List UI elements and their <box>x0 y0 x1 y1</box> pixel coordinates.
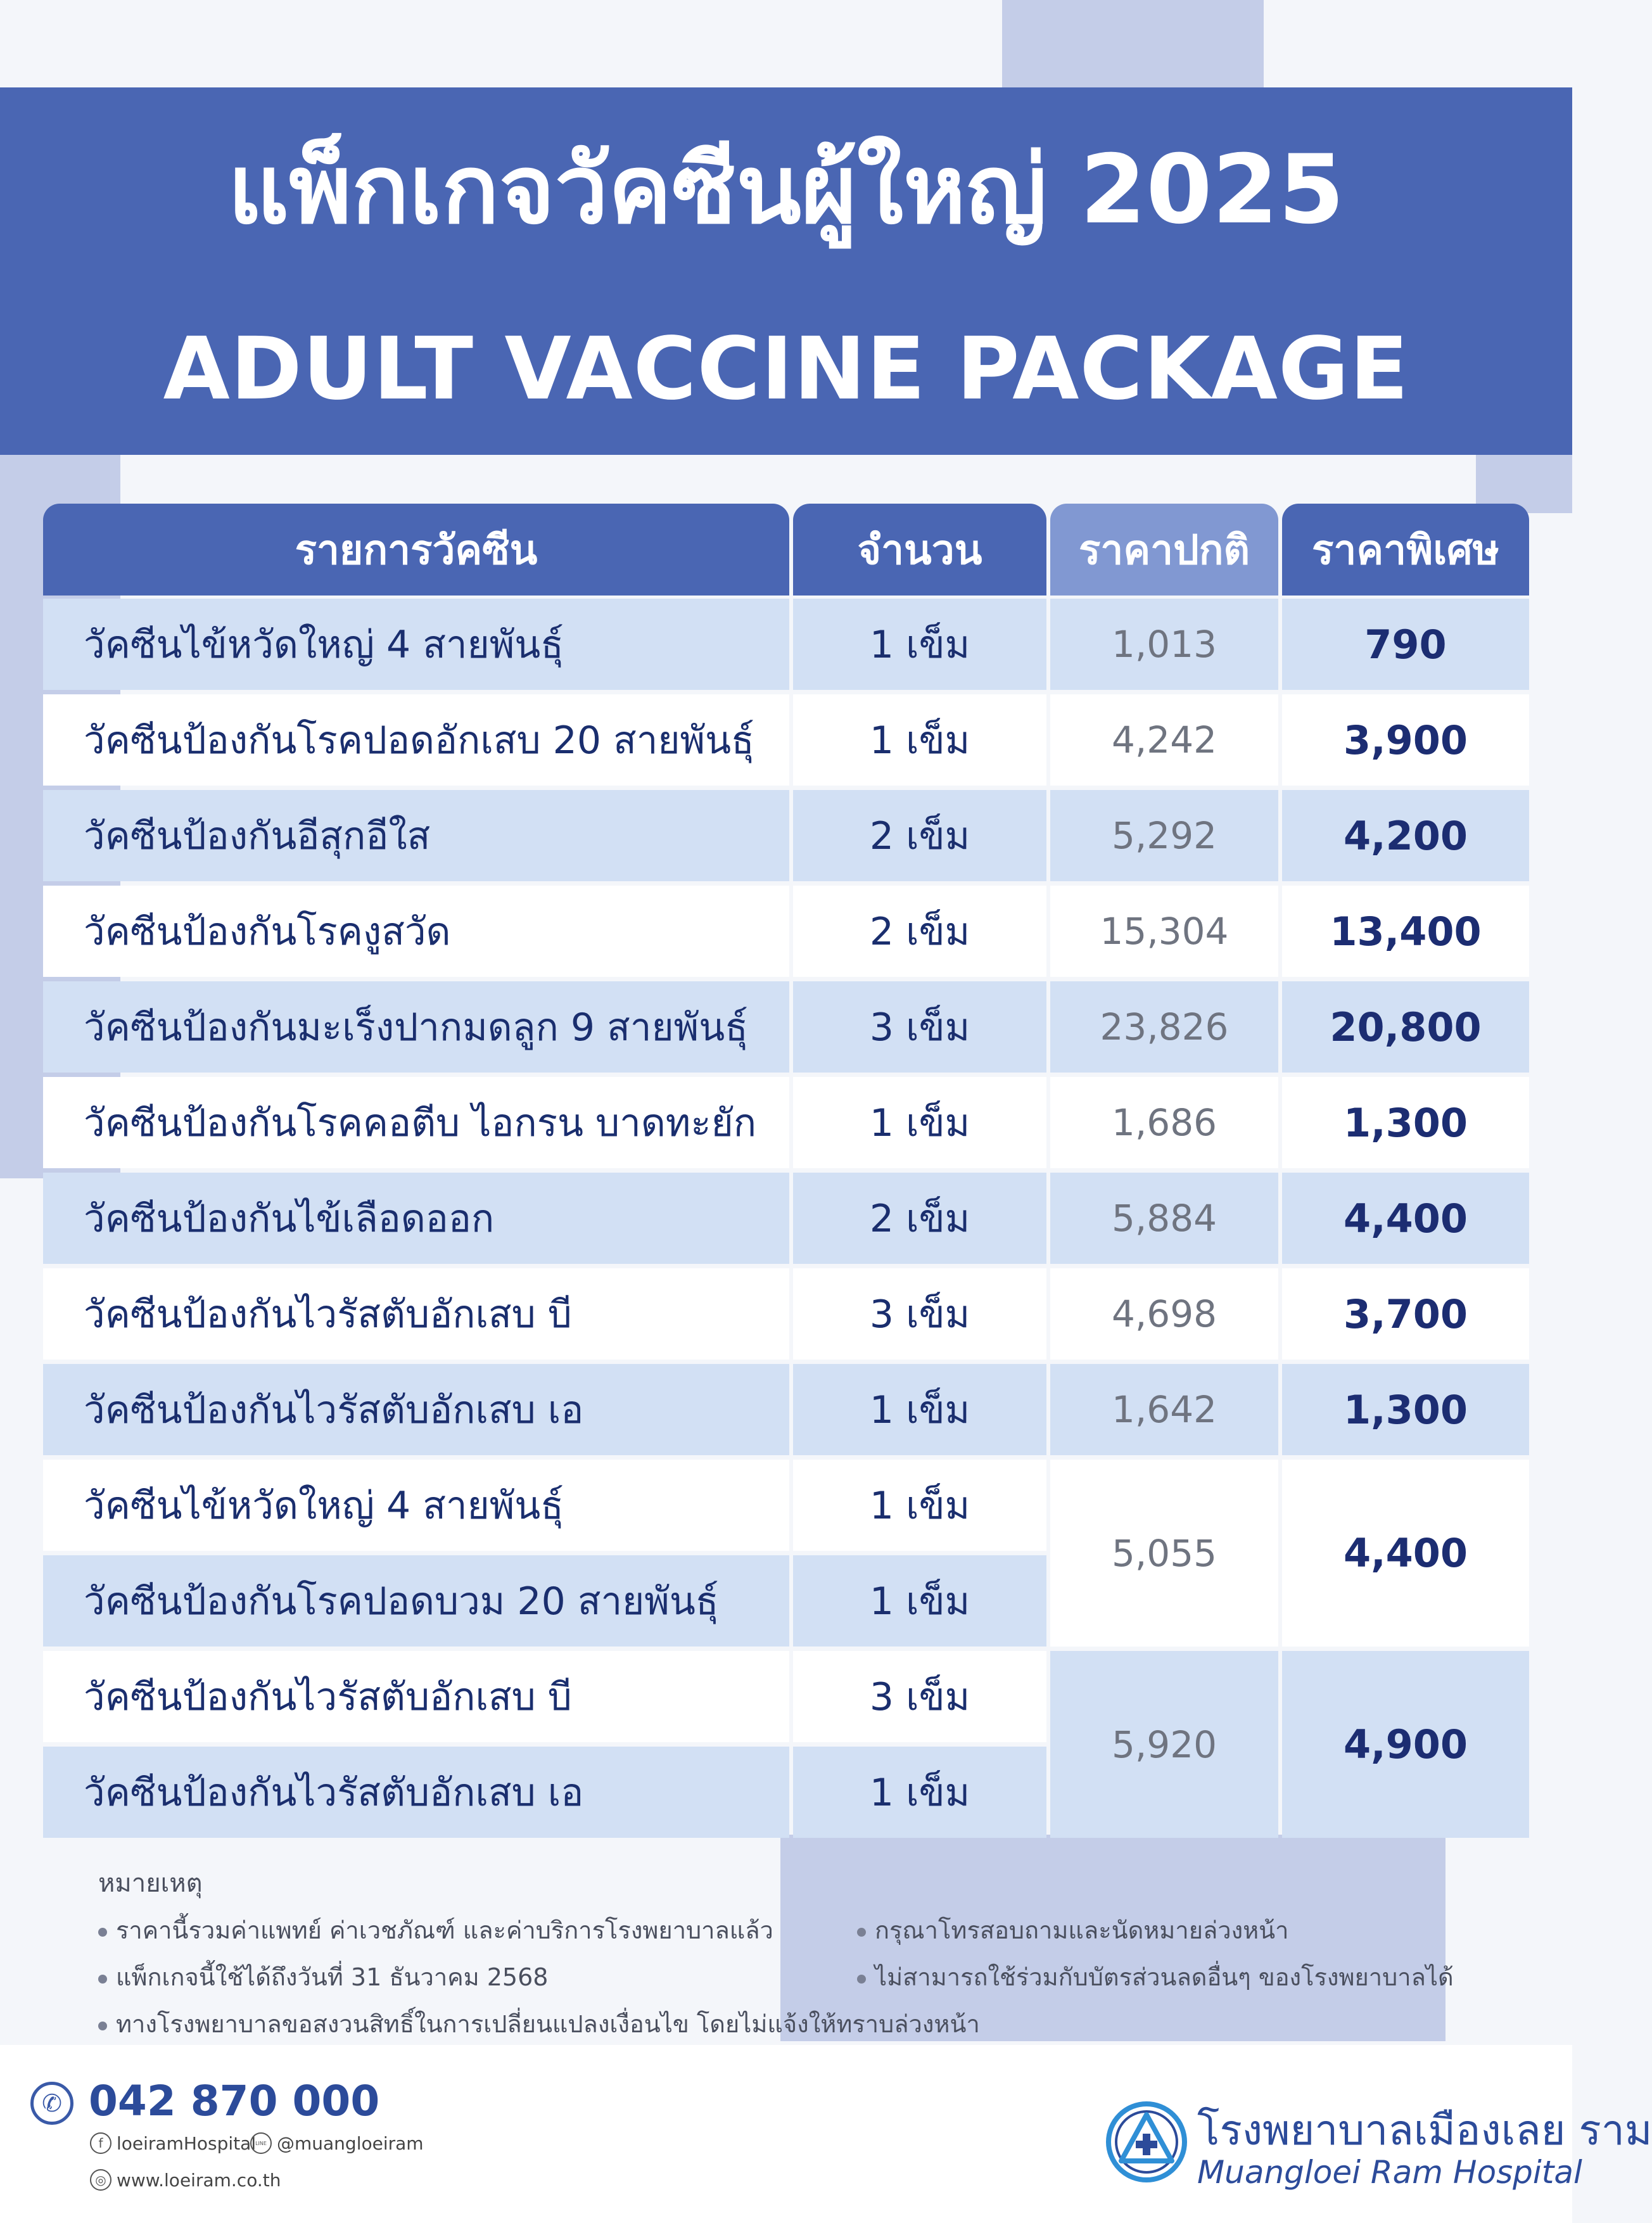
dose-count: 1 เข็ม <box>793 1364 1046 1455</box>
vaccine-name: วัคซีนป้องกันไวรัสตับอักเสบ เอ <box>43 1747 789 1838</box>
vaccine-name: วัคซีนไข้หวัดใหญ่ 4 สายพันธุ์ <box>43 599 789 690</box>
dose-count: 1 เข็ม <box>793 1555 1046 1647</box>
table-row <box>43 1555 1046 1647</box>
column-header-vaccine-list: รายการวัคซีน <box>43 504 789 596</box>
column-header-normal-price: ราคาปกติ <box>1050 504 1278 596</box>
note-text: แพ็กเกจนี้ใช้ได้ถึงวันที่ 31 ธันวาคม 2568 <box>116 1963 549 1991</box>
table-row <box>43 1077 1529 1168</box>
vaccine-name: วัคซีนป้องกันมะเร็งปากมดลูก 9 สายพันธุ์ <box>43 981 789 1073</box>
globe-icon: ◎ <box>90 2169 111 2191</box>
vaccine-name: วัคซีนป้องกันไวรัสตับอักเสบ บี <box>43 1268 789 1360</box>
note-text: กรุณาโทรสอบถามและนัดหมายล่วงหน้า <box>875 1916 1289 1944</box>
combo-normal-price: 5,055 <box>1050 1460 1278 1647</box>
special-price: 13,400 <box>1282 886 1529 977</box>
bullet-icon <box>857 1975 866 1984</box>
special-price: 1,300 <box>1282 1077 1529 1168</box>
vaccine-name: วัคซีนป้องกันไวรัสตับอักเสบ บี <box>43 1651 789 1742</box>
hospital-logo-icon <box>1105 2101 1188 2183</box>
facebook-icon: f <box>90 2132 111 2154</box>
note-item <box>857 1911 1289 1949</box>
phone-number[interactable]: 042 870 000 <box>89 2077 380 2125</box>
vaccine-name: วัคซีนป้องกันโรคปอดบวม 20 สายพันธุ์ <box>43 1555 789 1647</box>
website-url: www.loeiram.co.th <box>117 2169 281 2191</box>
bullet-icon <box>98 1975 107 1984</box>
note-item <box>857 1958 1454 1996</box>
table-row <box>43 981 1529 1073</box>
vaccine-name: วัคซีนป้องกันโรคปอดอักเสบ 20 สายพันธุ์ <box>43 694 789 786</box>
normal-price: 4,242 <box>1050 694 1278 786</box>
table-row <box>43 694 1529 786</box>
special-price: 1,300 <box>1282 1364 1529 1455</box>
special-price: 20,800 <box>1282 981 1529 1073</box>
notes-title: หมายเหตุ <box>98 1869 203 1898</box>
normal-price: 1,686 <box>1050 1077 1278 1168</box>
website-link[interactable] <box>90 2169 281 2191</box>
page-title-english: ADULT VACCINE PACKAGE <box>163 319 1409 419</box>
special-price: 790 <box>1282 599 1529 690</box>
dose-count: 2 เข็ม <box>793 886 1046 977</box>
combo-normal-price: 5,920 <box>1050 1651 1278 1838</box>
column-header-quantity: จำนวน <box>793 504 1046 596</box>
vaccine-name: วัคซีนป้องกันโรคงูสวัด <box>43 886 789 977</box>
line-handle: @muangloeiram <box>277 2132 424 2154</box>
normal-price: 4,698 <box>1050 1268 1278 1360</box>
table-row <box>43 1173 1529 1264</box>
phone-icon: ✆ <box>30 2082 73 2125</box>
note-text: ราคานี้รวมค่าแพทย์ ค่าเวชภัณฑ์ และค่าบริการโรงพยาบาลแล้ว <box>116 1916 773 1944</box>
line-link[interactable] <box>250 2132 424 2154</box>
dose-count: 1 เข็ม <box>793 1747 1046 1838</box>
normal-price: 15,304 <box>1050 886 1278 977</box>
facebook-handle: loeiramHospital <box>117 2132 257 2154</box>
table-row <box>43 790 1529 881</box>
note-item <box>98 1911 773 1949</box>
dose-count: 1 เข็ม <box>793 694 1046 786</box>
special-price: 4,400 <box>1282 1173 1529 1264</box>
bullet-icon <box>857 1928 866 1937</box>
table-row <box>43 599 1529 690</box>
dose-count: 1 เข็ม <box>793 1460 1046 1551</box>
note-text: ทางโรงพยาบาลขอสงวนสิทธิ์ในการเปลี่ยนแปลงเงื่อนไข โดยไม่แจ้งให้ทราบล่วงหน้า <box>116 2010 980 2038</box>
normal-price: 5,292 <box>1050 790 1278 881</box>
vaccine-name: วัคซีนไข้หวัดใหญ่ 4 สายพันธุ์ <box>43 1460 789 1551</box>
page-title-thai: แพ็กเกจวัคซีนผู้ใหญ่ 2025 <box>227 135 1345 245</box>
note-text: ไม่สามารถใช้ร่วมกับบัตรส่วนลดอื่นๆ ของโรงพยาบาลได้ <box>875 1963 1454 1991</box>
special-price: 4,200 <box>1282 790 1529 881</box>
normal-price: 1,013 <box>1050 599 1278 690</box>
table-row <box>43 1268 1529 1360</box>
table-row <box>43 886 1529 977</box>
combo-package-1 <box>43 1460 1529 1647</box>
table-row <box>43 1460 1046 1551</box>
normal-price: 23,826 <box>1050 981 1278 1073</box>
hospital-name-english: Muangloei Ram Hospital <box>1197 2154 1582 2191</box>
bullet-icon <box>98 1928 107 1937</box>
vaccine-name: วัคซีนป้องกันโรคคอตีบ ไอกรน บาดทะยัก <box>43 1077 789 1168</box>
dose-count: 2 เข็ม <box>793 1173 1046 1264</box>
notes-section <box>98 1863 1523 2038</box>
note-item <box>98 1958 548 1996</box>
bullet-icon <box>98 2022 107 2030</box>
note-item <box>98 2004 980 2043</box>
dose-count: 1 เข็ม <box>793 599 1046 690</box>
normal-price: 5,884 <box>1050 1173 1278 1264</box>
vaccine-name: วัคซีนป้องกันอีสุกอีใส <box>43 790 789 881</box>
dose-count: 1 เข็ม <box>793 1077 1046 1168</box>
column-header-special-price: ราคาพิเศษ <box>1282 504 1529 596</box>
normal-price: 1,642 <box>1050 1364 1278 1455</box>
footer <box>0 2045 1652 2223</box>
hospital-name-thai: โรงพยาบาลเมืองเลย ราม <box>1197 2106 1652 2155</box>
decor-block-top <box>1002 0 1264 95</box>
vaccine-name: วัคซีนป้องกันไวรัสตับอักเสบ เอ <box>43 1364 789 1455</box>
special-price: 3,700 <box>1282 1268 1529 1360</box>
dose-count: 3 เข็ม <box>793 981 1046 1073</box>
dose-count: 2 เข็ม <box>793 790 1046 881</box>
line-icon: LINE <box>250 2132 272 2154</box>
combo-package-2 <box>43 1651 1529 1838</box>
table-row <box>43 1364 1529 1455</box>
vaccine-name: วัคซีนป้องกันไข้เลือดออก <box>43 1173 789 1264</box>
dose-count: 3 เข็ม <box>793 1651 1046 1742</box>
special-price: 3,900 <box>1282 694 1529 786</box>
dose-count: 3 เข็ม <box>793 1268 1046 1360</box>
combo-special-price: 4,400 <box>1282 1460 1529 1647</box>
table-row <box>43 1747 1046 1838</box>
combo-special-price: 4,900 <box>1282 1651 1529 1838</box>
facebook-link[interactable] <box>90 2132 256 2154</box>
vaccine-price-table <box>43 599 1529 1842</box>
table-row <box>43 1651 1046 1742</box>
